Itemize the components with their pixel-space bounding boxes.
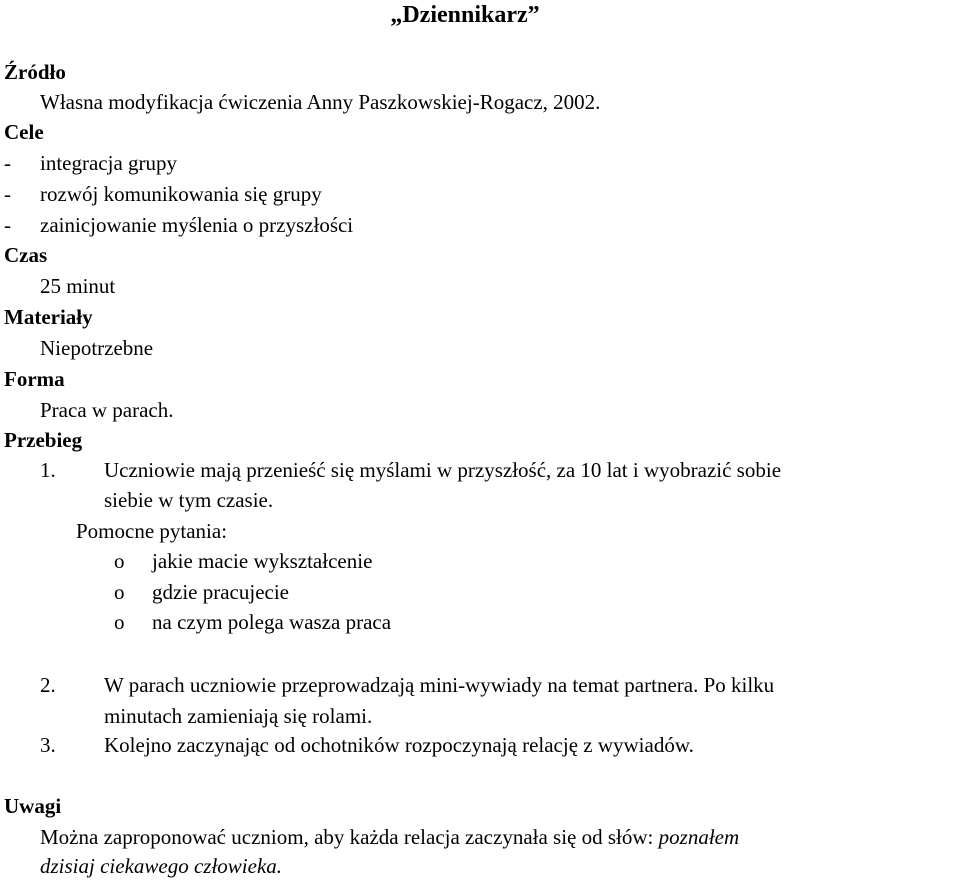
goal-dash-marker: -: [4, 213, 11, 237]
goal-item-text: zainicjowanie myślenia o przyszłości: [40, 213, 354, 237]
step-text: Uczniowie mają przenieść się myślami w przyszłość, za 10 lat i wyobrazić sobie: [104, 458, 782, 482]
goal-item-text: rozwój komunikowania się grupy: [40, 182, 322, 206]
procedure-step: [0, 670, 960, 701]
step-text: Kolejno zaczynając od ochotników rozpoczynają relację z wywiadów.: [104, 733, 694, 757]
helper-question: [0, 546, 960, 577]
step-number: 1.: [40, 458, 56, 482]
goals-heading: Cele: [4, 120, 44, 144]
step-text: W parach uczniowie przeprowadzają mini-wywiady na temat partnera. Po kilku: [104, 673, 775, 697]
materials-heading: Materiały: [4, 305, 93, 329]
goal-item: [0, 148, 960, 179]
helper-bullet-marker: o: [114, 610, 125, 634]
form-heading: Forma: [4, 367, 65, 391]
notes-heading: Uwagi: [4, 794, 62, 818]
helper-bullet-marker: o: [114, 580, 125, 604]
materials-text: Niepotrzebne: [40, 336, 154, 360]
notes-text-italic: poznałem: [658, 825, 740, 849]
document-title: „Dziennikarz”: [390, 2, 540, 28]
helper-bullet-marker: o: [114, 549, 125, 573]
helper-question-text: na czym polega wasza praca: [152, 610, 392, 634]
procedure-heading: Przebieg: [4, 428, 83, 452]
step-number: 3.: [40, 733, 56, 757]
goal-dash-marker: -: [4, 182, 11, 206]
source-heading: Źródło: [4, 60, 66, 84]
procedure-step: [0, 455, 960, 486]
goal-dash-marker: -: [4, 151, 11, 175]
notes-text: [40, 822, 739, 853]
helper-question: [0, 577, 960, 608]
goal-item: [0, 179, 960, 210]
helper-question-text: gdzie pracujecie: [152, 580, 289, 604]
step-text-continuation: minutach zamieniają się rolami.: [104, 704, 373, 728]
procedure-step: [0, 730, 960, 761]
step-number: 2.: [40, 673, 56, 697]
helper-questions-label: Pomocne pytania:: [76, 519, 228, 543]
helper-question: [0, 607, 960, 638]
time-text: 25 minut: [40, 274, 116, 298]
goal-item-text: integracja grupy: [40, 151, 178, 175]
source-text: Własna modyfikacja ćwiczenia Anny Paszkowskiej-Rogacz, 2002.: [40, 90, 601, 114]
form-text: Praca w parach.: [40, 398, 174, 422]
time-heading: Czas: [4, 243, 48, 267]
goal-item: [0, 210, 960, 241]
helper-question-text: jakie macie wykształcenie: [152, 549, 373, 573]
notes-text-plain: Można zaproponować uczniom, aby każda relacja zaczynała się od słów:: [40, 825, 659, 849]
notes-text-italic-continuation: dzisiaj ciekawego człowieka.: [40, 854, 283, 878]
step-text-continuation: siebie w tym czasie.: [104, 488, 274, 512]
